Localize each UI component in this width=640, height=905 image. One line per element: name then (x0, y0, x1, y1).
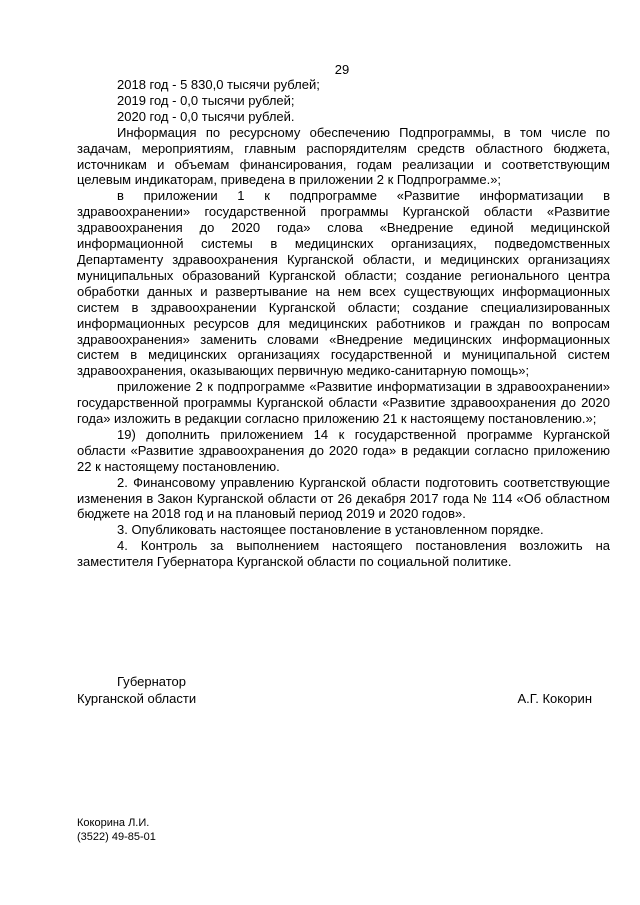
signatory-title-line2: Курганской области (77, 691, 197, 706)
executor-phone: (3522) 49-85-01 (77, 831, 156, 843)
paragraph-resource-info: Информация по ресурсному обеспечению Подпрограммы, в том числе по задачам, мероприятиям, главным распорядителям средств областного бюджета, источникам и объемам финансирования, годам реализации и соответствующим целевым индикаторам, приведена в приложении 2 к Подпрограмме.»; (77, 124, 610, 188)
funding-year-2018: 2018 год - 5 830,0 тысячи рублей; (117, 77, 320, 92)
signatory-name: А.Г. Кокорин (517, 691, 592, 706)
document-body (77, 77, 610, 570)
funding-year-2019: 2019 год - 0,0 тысячи рублей; (117, 92, 295, 108)
signature-block (77, 673, 592, 707)
paragraph-appendix-1: в приложении 1 к подпрограмме «Развитие информатизации в здравоохранении» государственной программы Курганской области «Развитие здравоохранения до 2020 года» слова «Внедрение единой медицинской информационной системы в медицинских организациях, подведомственных Департаменту здравоохранения Курганской области, и медицинских организациях муниципальных образований Курганской области; создание регионального центра обработки данных и развертывание на нем всех существующих информационных систем в здравоохранении Курганской области; создание специализированных информационных ресурсов для медицинских работников и граждан по вопросам здравоохранения» заменить словами «Внедрение медицинских информационных систем в медицинских организациях государственной и муниципальной систем здравоохранения, оказывающих первичную медико-санитарную помощь»; (77, 188, 610, 379)
funding-year-2020: 2020 год - 0,0 тысячи рублей. (117, 108, 295, 124)
paragraph-item-2: 2. Финансовому управлению Курганской области подготовить соответствующие изменения в Закон Курганской области от 26 декабря 2017 года № 114 «Об областном бюджете на 2018 год и на плановый период 2019 и 2020 годов». (77, 474, 610, 522)
paragraph-item-3: 3. Опубликовать настоящее постановление в установленном порядке. (117, 522, 544, 538)
signatory-title-line1: Губернатор (117, 674, 186, 689)
executor-block (77, 816, 156, 844)
paragraph-item-19: 19) дополнить приложением 14 к государственной программе Курганской области «Развитие здравоохранения до 2020 года» в редакции согласно приложению 22 к настоящему постановлению. (77, 426, 610, 474)
paragraph-appendix-2: приложение 2 к подпрограмме «Развитие информатизации в здравоохранении» государственной программы Курганской области «Развитие здравоохранения до 2020 года» изложить в редакции согласно приложению 21 к настоящему постановлению.»; (77, 379, 610, 427)
page-number: 29 (334, 62, 350, 77)
executor-name: Кокорина Л.И. (77, 817, 150, 829)
paragraph-item-4: 4. Контроль за выполнением настоящего постановления возложить на заместителя Губернатора Курганской области по социальной политике. (77, 538, 610, 570)
signature-row (77, 690, 592, 707)
